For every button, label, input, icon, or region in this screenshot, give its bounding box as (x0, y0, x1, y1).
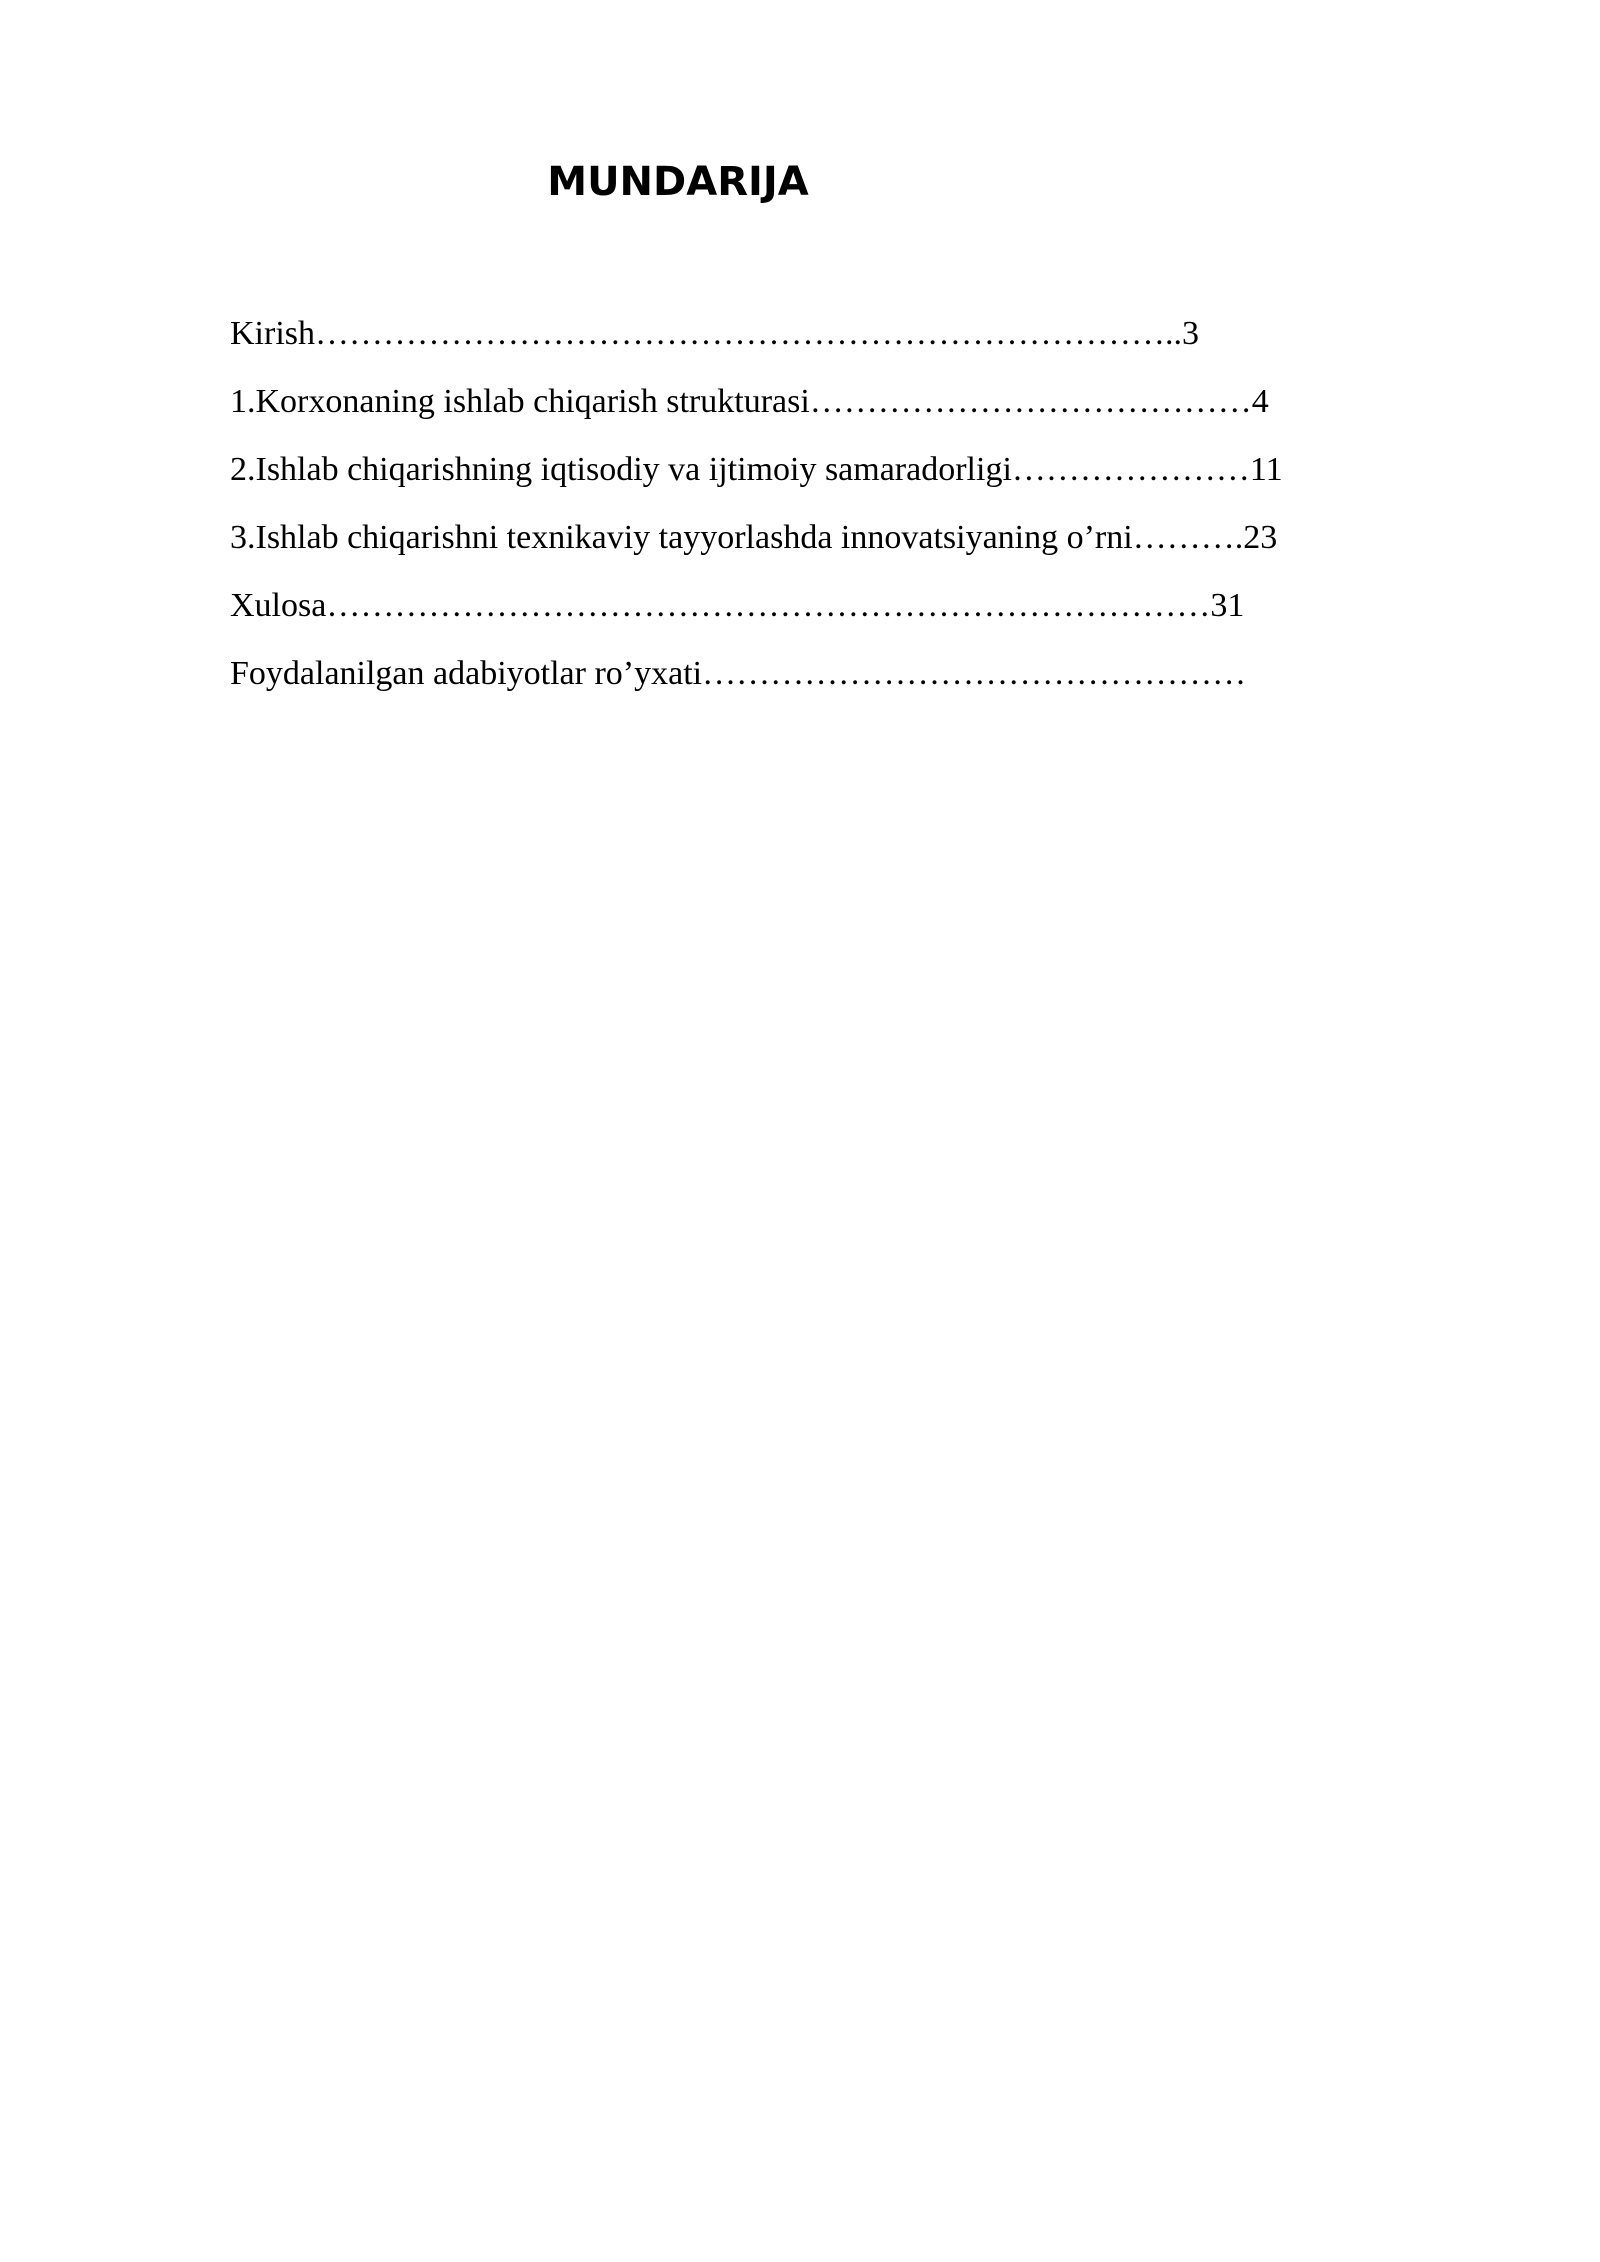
toc-entry-conclusion: Xulosa……………………………………………………………………31 (230, 587, 1245, 624)
page-title: MUNDARIJA (547, 159, 809, 205)
toc-entry-introduction: Kirish…………………………………………………………………..3 (230, 315, 1199, 352)
toc-entry-chapter-2: 2.Ishlab chiqarishning iqtisodiy va ijtimoiy samaradorligi…………………11 (230, 451, 1283, 488)
toc-entry-chapter-3: 3.Ishlab chiqarishni texnikaviy tayyorlashda innovatsiyaning o’rni……….23 (230, 519, 1278, 556)
toc-entry-bibliography: Foydalanilgan adabiyotlar ro’yxati………………………………………… (230, 655, 1247, 692)
table-of-contents (230, 300, 1430, 708)
toc-entry-chapter-1: 1.Korxonaning ishlab chiqarish strukturasi…………………………………4 (230, 383, 1269, 420)
